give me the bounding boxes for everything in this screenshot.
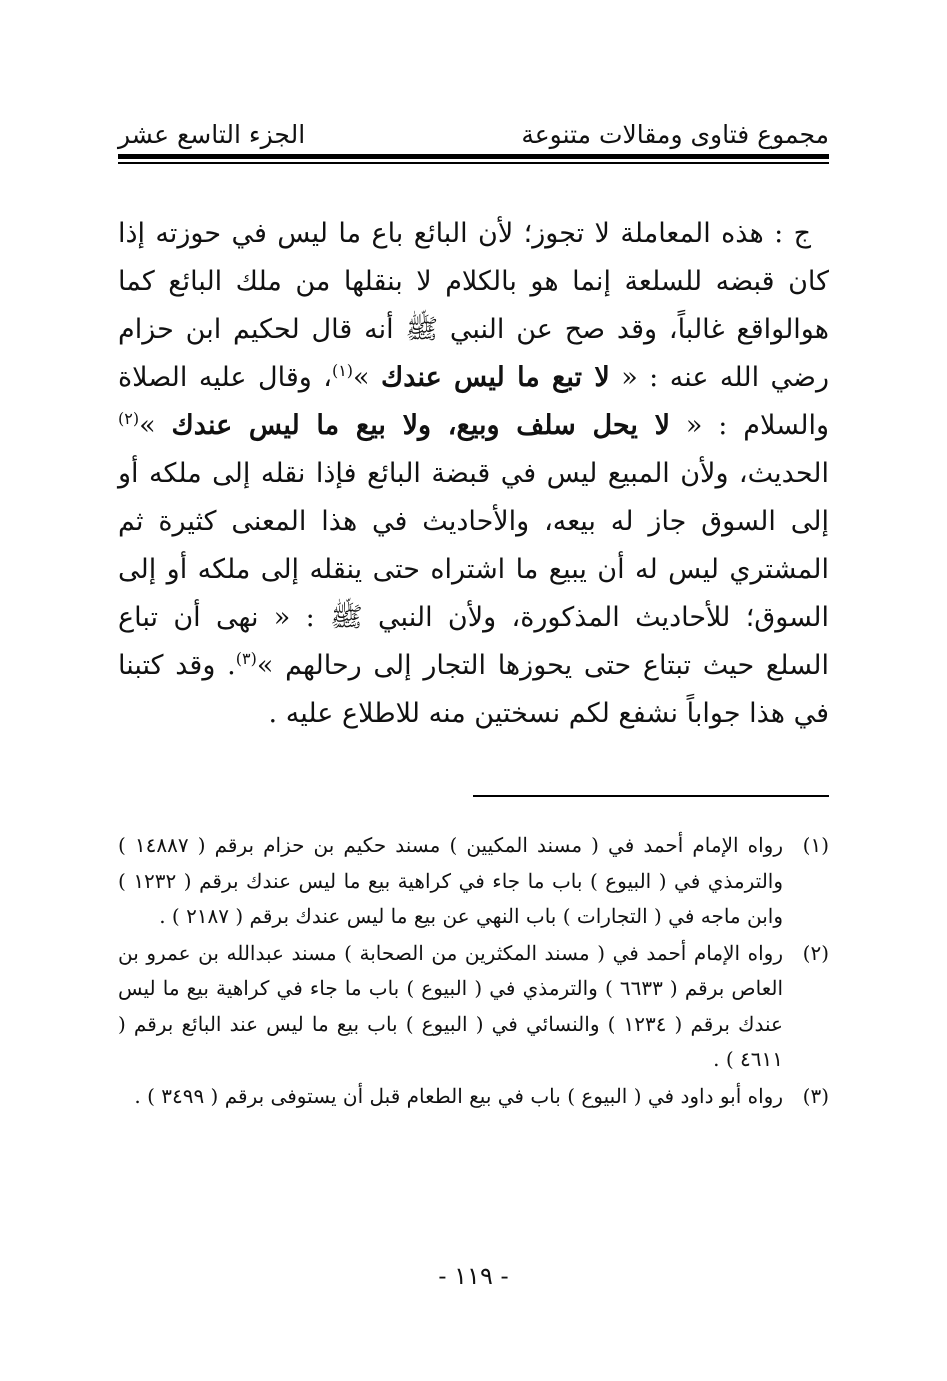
footnote-ref-3: (٣) [235,649,257,668]
header-book-title: مجموع فتاوى ومقالات متنوعة [521,120,829,149]
footnote-number: (٣) [802,1083,829,1108]
main-text [118,210,829,738]
answer-text-part-4: . وقد كتبنا في هذا جواباً نشفع لكم نسختين منه للاطلاع عليه . [118,650,829,729]
answer-text-part-3: الحديث، ولأن المبيع ليس في قبضة البائع فإذا نقله إلى ملكه أو إلى السوق جاز له بيعه، والأحاديث في هذا المعنى كثيرة ثم المشتري ليس له أن يبيع ما اشتراه حتى ينقله إلى ملكه أو إلى السوق؛ للأحاديث المذكورة، ولأن النبي ﷺ : « نهى أن تباع السلع حيث تبتاع حتى يحوزها التجار إلى رحالهم » [118,458,830,681]
footnote-3 [118,1079,829,1115]
page-number: - ١١٩ - [438,1262,509,1290]
footnote-separator [473,795,829,797]
footnote-2 [118,936,829,1078]
answer-text-part-2: ، وقال عليه الصلاة والسلام : « [118,362,829,441]
footnote-number: (١) [802,833,829,857]
header-rule-thick [118,154,829,159]
header-rule-thin [118,162,829,164]
footnote-text: رواه الإمام أحمد في ( مسند المكيين ) مسند حكيم بن حزام برقم ( ١٤٨٨٧ ) والترمذي في ( البيوع ) باب ما جاء في كراهية بيع ما ليس عندك برقم ( ١٢٣٢ ) وابن ماجه في ( التجارات ) باب النهي عن بيع ما ليس عندك برقم ( ٢١٨٧ ) . [118,833,783,928]
hadith-quote-2: لا يحل سلف وبيع، ولا بيع ما ليس عندك [171,410,670,441]
hadith-quote-1: لا تبع ما ليس عندك [381,362,610,393]
answer-paragraph [118,210,829,738]
footnote-text: رواه أبو داود في ( البيوع ) باب في بيع الطعام قبل أن يستوفى برقم ( ٣٤٩٩ ) . [134,1083,783,1108]
header-volume-title: الجزء التاسع عشر [118,120,306,149]
footnote-ref-2: (٢) [118,409,140,428]
footnote-text: رواه الإمام أحمد في ( مسند المكثرين من الصحابة ) مسند عبدالله بن عمرو بن العاص برقم ( ٦٦٣٣ ) والترمذي في ( البيوع ) باب ما جاء في كراهية بيع ما ليس عندك برقم ( ١٢٣٤ ) والنسائي في ( البيوع ) باب بيع ما ليس عند البائع برقم ( ٤٦١١ ) . [118,940,783,1071]
answer-text-part-1: ج : هذه المعاملة لا تجوز؛ لأن البائع باع ما ليس في حوزته إذا كان قبضه للسلعة إنما هو بالكلام لا بنقلها من ملك البائع كما هوالواقع غالباً، وقد صح عن النبي ﷺ أنه قال لحكيم ابن حزام رضي الله عنه : « [118,218,830,393]
quote-close-2: » [139,410,172,441]
footnote-ref-1: (١) [331,361,354,380]
footnote-number: (٢) [802,940,829,965]
page-header [118,115,829,151]
footnote-1 [118,828,829,935]
footnotes [118,828,829,1115]
quote-close-1: » [353,362,382,393]
